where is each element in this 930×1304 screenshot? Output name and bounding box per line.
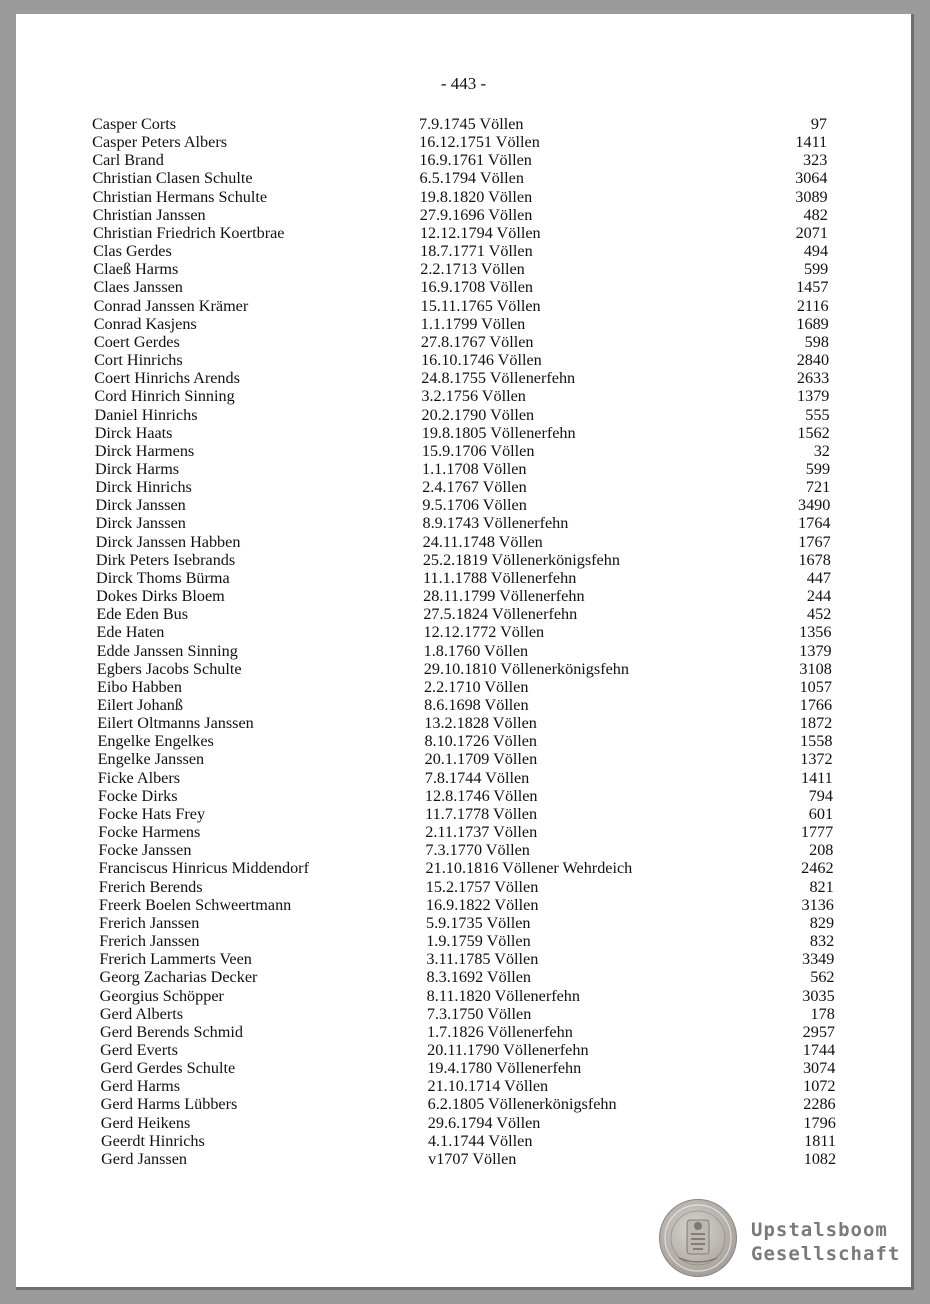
entry-name: Coert Hinrichs Arends	[94, 369, 240, 388]
entry-date-place: 5.9.1735 Völlen	[426, 913, 531, 932]
entry-date-place: 13.2.1828 Völlen	[424, 714, 537, 733]
entry-date-place: 20.2.1790 Völlen	[421, 405, 535, 424]
entry-date-place: 24.11.1748 Völlen	[422, 532, 543, 551]
entry-name: Dirck Haats	[94, 423, 173, 442]
entry-name: Geerdt Hinrichs	[100, 1131, 205, 1150]
entry-name: Dirk Peters Isebrands	[95, 550, 236, 569]
register-entry	[22, 841, 917, 859]
entry-name: Georgius Schöpper	[99, 986, 224, 1005]
entry-name: Egbers Jacobs Schulte	[96, 659, 242, 678]
register-entry	[22, 787, 917, 805]
entry-name: Christian Janssen	[92, 205, 206, 224]
entry-date-place: 27.9.1696 Völlen	[419, 205, 533, 224]
entry-name: Coert Gerdes	[93, 332, 180, 351]
entry-date-place: 11.1.1788 Völlenerfehn	[423, 568, 577, 587]
entry-name: Cord Hinrich Sinning	[94, 387, 235, 406]
entry-number: 1411	[795, 133, 828, 152]
entry-date-place: 15.11.1765 Völlen	[420, 296, 541, 315]
entry-date-place: 6.5.1794 Völlen	[419, 169, 524, 188]
entry-name: Dirck Hinrichs	[95, 478, 192, 497]
register-entry	[24, 1041, 919, 1059]
entry-date-place: 1.1.1708 Völlen	[422, 459, 527, 478]
entry-date-place: 20.1.1709 Völlen	[424, 750, 538, 769]
register-entry	[20, 533, 915, 551]
entry-date-place: 12.8.1746 Völlen	[424, 786, 538, 805]
register-entry	[18, 333, 913, 351]
entry-date-place: 11.7.1778 Völlen	[425, 804, 538, 823]
entry-name: Focke Janssen	[98, 841, 192, 860]
entry-number: 562	[810, 968, 835, 987]
entry-name: Gerd Alberts	[99, 1004, 184, 1023]
entry-name: Focke Hats Frey	[98, 804, 206, 823]
register-entry	[16, 115, 911, 133]
register-entry	[25, 1150, 920, 1168]
entry-name: Clas Gerdes	[93, 242, 172, 261]
entry-number: 1796	[803, 1113, 836, 1132]
entry-name: Conrad Kasjens	[93, 314, 197, 333]
entry-date-place: 7.3.1750 Völlen	[426, 1004, 532, 1023]
entry-number: 3490	[797, 496, 831, 515]
entry-date-place: 8.11.1820 Völlenerfehn	[426, 986, 580, 1005]
register-entry	[23, 878, 918, 896]
entry-date-place: 21.10.1816 Völlener Wehrdeich	[425, 859, 633, 878]
entry-number: 1678	[798, 550, 831, 569]
entry-date-place: 6.2.1805 Völlenerkönigsfehn	[427, 1095, 617, 1114]
entry-name: Dirck Harms	[95, 459, 180, 478]
entry-number: 1558	[800, 732, 833, 751]
entry-name: Engelke Engelkes	[97, 732, 214, 751]
register-entry	[24, 968, 919, 986]
entry-number: 178	[810, 1004, 835, 1023]
entry-number: 3108	[799, 659, 832, 678]
entry-number: 244	[806, 587, 832, 606]
entry-number: 32	[813, 441, 830, 460]
entry-number: 1072	[803, 1077, 836, 1096]
entry-date-place: 19.4.1780 Völlenerfehn	[427, 1059, 582, 1078]
page-number: - 443 -	[440, 74, 487, 93]
entry-date-place: 12.12.1772 Völlen	[423, 623, 545, 642]
entry-name: Casper Peters Albers	[92, 133, 228, 152]
entry-date-place: 3.11.1785 Völlen	[426, 950, 539, 969]
entry-number: 599	[805, 459, 831, 478]
entry-number: 832	[809, 932, 835, 951]
entry-date-place: 16.9.1822 Völlen	[425, 895, 539, 914]
entry-name: Gerd Janssen	[101, 1149, 187, 1168]
entry-name: Dirck Thoms Bürma	[96, 568, 230, 587]
entry-number: 3074	[802, 1059, 836, 1078]
entry-date-place: 7.3.1770 Völlen	[425, 841, 530, 860]
entry-number: 1811	[804, 1131, 836, 1150]
entry-date-place: 24.8.1755 Völlenerfehn	[421, 369, 576, 388]
entry-name: Freerk Boelen Schweertmann	[98, 895, 292, 914]
entry-date-place: 28.11.1799 Völlenerfehn	[423, 587, 585, 606]
register-entry	[25, 1114, 920, 1132]
register-list	[16, 115, 911, 1168]
register-entry	[21, 660, 916, 678]
entry-date-place: 25.2.1819 Völlenerkönigsfehn	[422, 550, 620, 569]
register-entry	[17, 260, 912, 278]
entry-number: 1411	[800, 768, 833, 787]
entry-name: Gerd Harms	[100, 1077, 181, 1096]
entry-name: Frerich Janssen	[99, 932, 200, 951]
entry-date-place: 29.10.1810 Völlenerkönigsfehn	[423, 659, 629, 678]
entry-number: 447	[806, 568, 831, 587]
entry-name: Edde Janssen Sinning	[96, 641, 238, 660]
entry-number: 452	[807, 605, 832, 624]
register-entry	[21, 696, 916, 714]
register-entry	[20, 551, 915, 569]
register-entry	[21, 642, 916, 660]
entry-name: Conrad Janssen Krämer	[93, 296, 249, 315]
register-entry	[25, 1132, 920, 1150]
register-entry	[19, 406, 914, 424]
entry-number: 482	[803, 205, 828, 224]
entry-name: Christian Clasen Schulte	[92, 169, 253, 188]
entry-date-place: 1.1.1799 Völlen	[420, 314, 526, 333]
entry-name: Ficke Albers	[97, 768, 181, 787]
entry-name: Claes Janssen	[93, 278, 183, 297]
register-entry	[24, 1023, 919, 1041]
entry-date-place: 2.2.1713 Völlen	[420, 260, 525, 279]
register-entry	[17, 242, 912, 260]
entry-number: 97	[810, 115, 827, 133]
register-entry	[23, 914, 918, 932]
entry-date-place: 20.11.1790 Völlenerfehn	[427, 1040, 589, 1059]
register-entry	[20, 587, 915, 605]
entry-date-place: 1.8.1760 Völlen	[423, 641, 529, 660]
entry-date-place: v1707 Völlen	[428, 1149, 517, 1168]
register-entry	[25, 1095, 920, 1113]
register-entry	[21, 732, 916, 750]
entry-date-place: 8.9.1743 Völlenerfehn	[422, 514, 569, 533]
entry-date-place: 27.5.1824 Völlenerfehn	[423, 605, 578, 624]
entry-date-place: 1.9.1759 Völlen	[426, 932, 531, 951]
register-entry	[23, 950, 918, 968]
entry-name: Cort Hinrichs	[94, 351, 183, 370]
entry-name: Dirck Janssen	[95, 514, 186, 533]
entry-number: 3136	[801, 895, 834, 914]
entry-date-place: 2.11.1737 Völlen	[425, 823, 538, 842]
entry-number: 1356	[799, 623, 832, 642]
register-entry	[22, 805, 917, 823]
watermark-brand	[751, 1218, 900, 1266]
entry-number: 1766	[799, 696, 833, 714]
entry-name: Georg Zacharias Decker	[99, 968, 258, 987]
entry-date-place: 21.10.1714 Völlen	[427, 1077, 549, 1096]
entry-date-place: 8.3.1692 Völlen	[426, 968, 531, 987]
entry-number: 1562	[797, 423, 830, 442]
entry-date-place: 16.9.1761 Völlen	[419, 151, 532, 170]
entry-name: Daniel Hinrichs	[94, 405, 198, 424]
entry-number: 829	[809, 913, 835, 932]
entry-date-place: 7.9.1745 Völlen	[419, 115, 524, 133]
entry-name: Gerd Heikens	[100, 1113, 191, 1132]
entry-name: Ede Haten	[96, 623, 165, 642]
entry-name: Dirck Janssen	[95, 496, 186, 515]
entry-number: 2116	[796, 296, 829, 315]
document-page	[16, 14, 914, 1290]
entry-name: Claeß Harms	[93, 260, 179, 279]
entry-number: 3089	[795, 187, 828, 206]
entry-date-place: 16.10.1746 Völlen	[421, 351, 542, 370]
entry-date-place: 8.6.1698 Völlen	[424, 696, 529, 714]
entry-name: Frerich Janssen	[99, 913, 200, 932]
entry-date-place: 12.12.1794 Völlen	[419, 223, 541, 242]
register-entry	[17, 188, 912, 206]
register-entry	[24, 1077, 919, 1095]
register-entry	[20, 605, 915, 623]
register-entry	[18, 351, 913, 369]
register-entry	[22, 750, 917, 768]
entry-name: Christian Friedrich Koertbrae	[92, 223, 285, 242]
entry-number: 1457	[796, 278, 829, 297]
register-entry	[23, 896, 918, 914]
entry-date-place: 9.5.1706 Völlen	[422, 496, 527, 515]
register-entry	[19, 496, 914, 514]
entry-date-place: 19.8.1805 Völlenerfehn	[421, 423, 576, 442]
entry-date-place: 1.7.1826 Völlenerfehn	[427, 1022, 573, 1041]
register-entry	[18, 387, 913, 405]
register-entry	[18, 369, 913, 387]
entry-date-place: 29.6.1794 Völlen	[427, 1113, 541, 1132]
entry-number: 1764	[798, 514, 831, 533]
entry-name: Engelke Janssen	[97, 750, 205, 769]
register-entry	[17, 206, 912, 224]
entry-date-place: 15.2.1757 Völlen	[425, 877, 539, 896]
register-entry	[23, 859, 918, 877]
register-entry	[21, 714, 916, 732]
entry-name: Casper Corts	[92, 115, 177, 133]
register-entry	[20, 623, 915, 641]
entry-date-place: 19.8.1820 Völlen	[419, 187, 533, 206]
seal-icon	[660, 1200, 736, 1276]
entry-name: Dirck Janssen Habben	[95, 532, 241, 551]
entry-number: 1767	[798, 532, 831, 551]
register-entry	[16, 133, 911, 151]
entry-name: Frerich Berends	[98, 877, 203, 896]
entry-number: 2286	[803, 1095, 836, 1114]
entry-number: 821	[809, 877, 834, 896]
register-entry	[24, 987, 919, 1005]
entry-number: 494	[803, 242, 829, 261]
entry-number: 2957	[802, 1022, 835, 1041]
entry-date-place: 7.8.1744 Völlen	[424, 768, 530, 787]
entry-date-place: 15.9.1706 Völlen	[421, 441, 535, 460]
entry-name: Focke Dirks	[97, 786, 178, 805]
entry-date-place: 2.2.1710 Völlen	[423, 677, 529, 696]
entry-number: 3064	[795, 169, 828, 188]
entry-number: 1379	[797, 387, 830, 406]
register-entry	[20, 569, 915, 587]
entry-date-place: 18.7.1771 Völlen	[420, 242, 533, 261]
entry-number: 1082	[803, 1149, 837, 1168]
register-entry	[18, 297, 913, 315]
entry-name: Frerich Lammerts Veen	[99, 950, 252, 969]
entry-date-place: 4.1.1744 Völlen	[427, 1131, 533, 1150]
register-entry	[17, 224, 912, 242]
entry-name: Franciscus Hinricus Middendorf	[98, 859, 309, 878]
entry-name: Dirck Harmens	[94, 441, 195, 460]
entry-name: Focke Harmens	[98, 823, 201, 842]
entry-number: 2840	[796, 351, 830, 370]
entry-date-place: 16.9.1708 Völlen	[420, 278, 534, 297]
register-entry	[16, 151, 911, 169]
entry-number: 1777	[800, 823, 834, 842]
entry-name: Eibo Habben	[96, 677, 182, 696]
register-entry	[21, 678, 916, 696]
entry-name: Gerd Everts	[100, 1040, 178, 1059]
entry-number: 1372	[800, 750, 833, 769]
upstalsboom-seal-logo	[659, 1199, 737, 1277]
entry-number: 1744	[802, 1040, 836, 1059]
entry-date-place: 2.4.1767 Völlen	[422, 478, 527, 497]
register-entry	[23, 932, 918, 950]
entry-number: 2462	[801, 859, 834, 878]
register-entry	[19, 442, 914, 460]
register-entry	[16, 169, 911, 187]
entry-number: 555	[805, 405, 830, 424]
entry-name: Dokes Dirks Bloem	[96, 587, 225, 606]
entry-number: 1379	[799, 641, 832, 660]
entry-name: Eilert Johanß	[97, 696, 183, 714]
entry-number: 598	[804, 332, 829, 351]
entry-number: 3349	[801, 950, 835, 969]
entry-date-place: 3.2.1756 Völlen	[421, 387, 526, 406]
entry-name: Gerd Gerdes Schulte	[100, 1059, 236, 1078]
entry-number: 721	[805, 478, 831, 497]
entry-number: 599	[803, 260, 829, 279]
register-entry	[24, 1059, 919, 1077]
register-entry	[19, 478, 914, 496]
register-entry	[19, 424, 914, 442]
register-entry	[19, 460, 914, 478]
entry-date-place: 27.8.1767 Völlen	[420, 332, 534, 351]
entry-number: 323	[803, 151, 828, 170]
entry-number: 1872	[799, 714, 833, 733]
register-entry	[22, 769, 917, 787]
register-entry	[20, 514, 915, 532]
entry-date-place: 8.10.1726 Völlen	[424, 732, 538, 751]
entry-name: Christian Hermans Schulte	[92, 187, 268, 206]
entry-number: 1689	[796, 314, 829, 333]
entry-number: 3035	[802, 986, 835, 1005]
entry-name: Eilert Oltmanns Janssen	[97, 714, 254, 733]
entry-number: 1057	[799, 677, 832, 696]
entry-number: 601	[808, 804, 834, 823]
watermark-line-1: Upstalsboom	[751, 1219, 888, 1241]
register-entry	[24, 1005, 919, 1023]
register-entry	[17, 278, 912, 296]
entry-date-place: 16.12.1751 Völlen	[419, 133, 540, 152]
register-entry	[22, 823, 917, 841]
entry-name: Gerd Berends Schmid	[100, 1022, 243, 1041]
watermark-line-2: Gesellschaft	[751, 1243, 901, 1265]
entry-name: Gerd Harms Lübbers	[100, 1095, 238, 1114]
entry-name: Ede Eden Bus	[96, 605, 189, 624]
entry-number: 208	[809, 841, 834, 860]
register-entry	[18, 315, 913, 333]
entry-number: 2071	[795, 223, 828, 242]
entry-number: 2633	[796, 369, 830, 388]
entry-name: Carl Brand	[92, 151, 164, 170]
entry-number: 794	[808, 786, 833, 805]
